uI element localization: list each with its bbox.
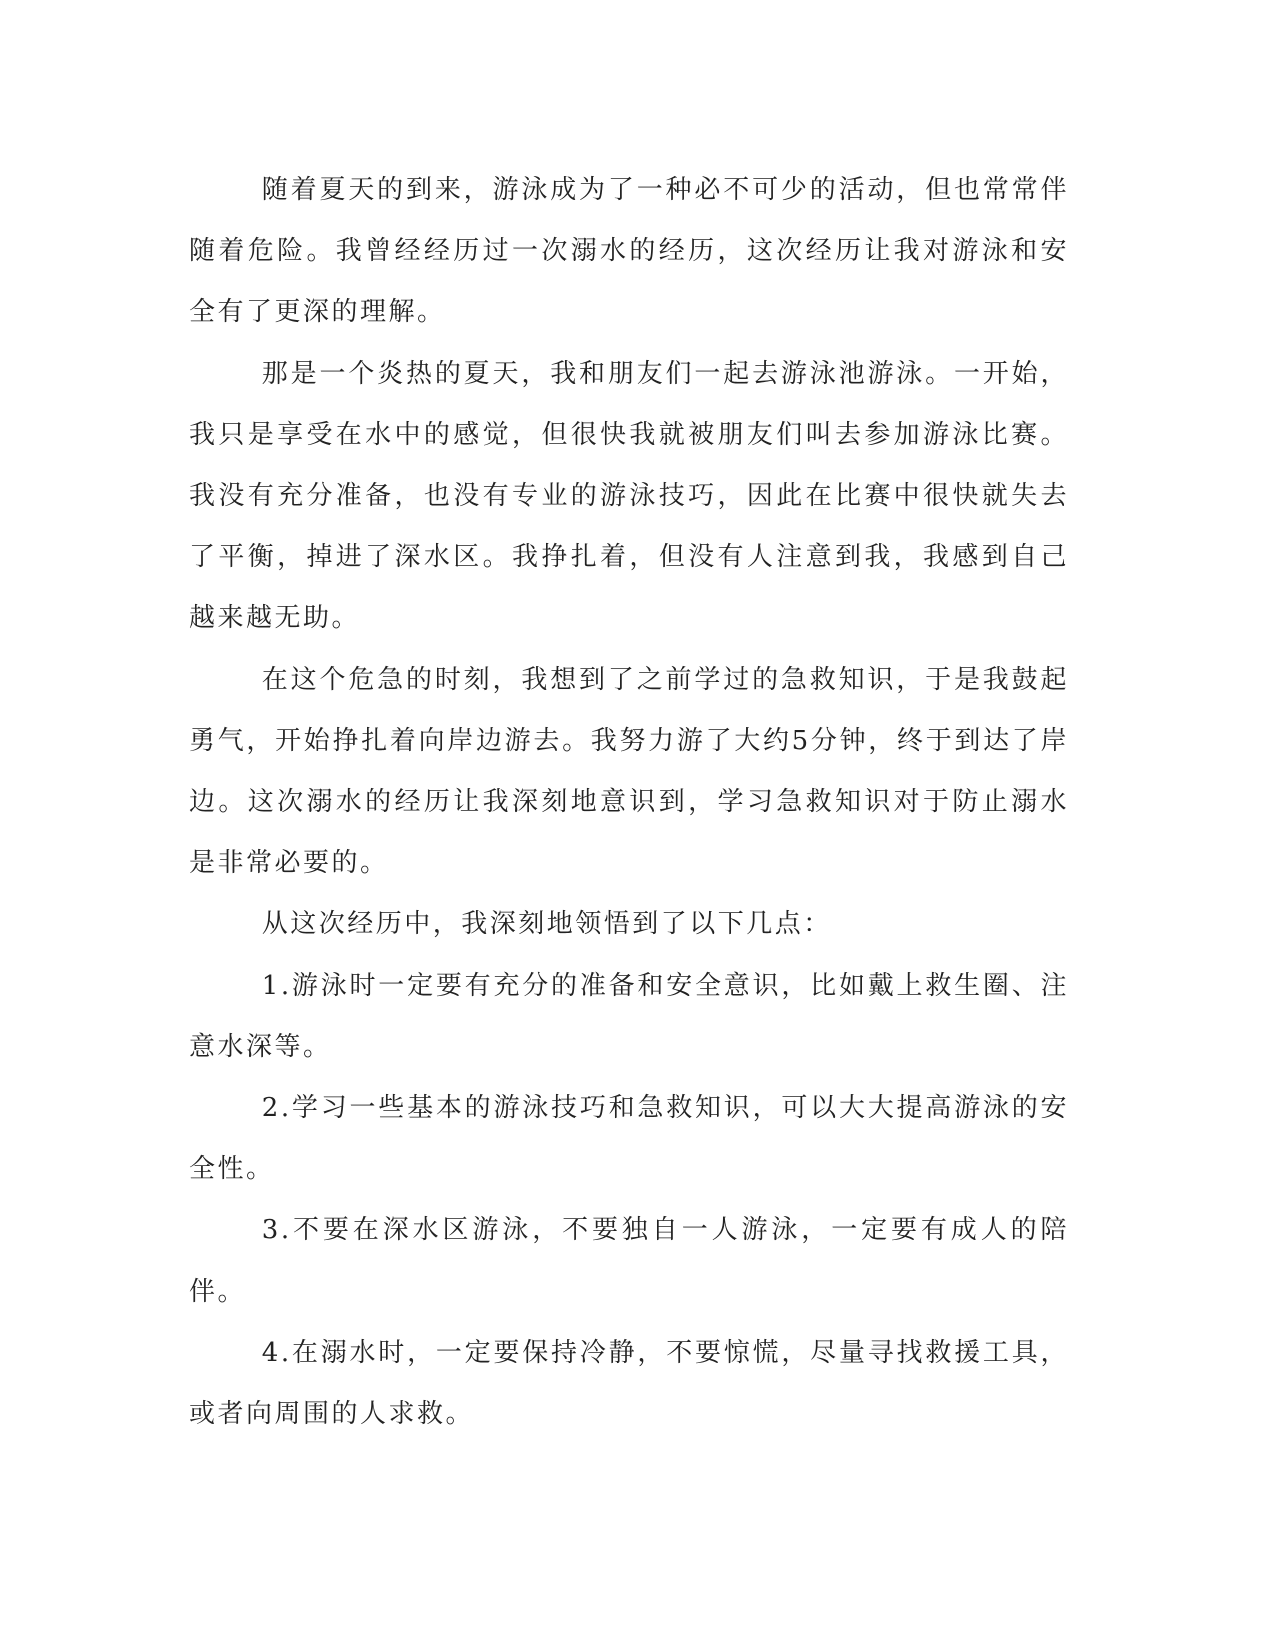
lesson-item-4: 4.在溺水时，一定要保持冷静，不要惊慌，尽量寻找救援工具，或者向周围的人求救。 — [189, 1337, 1069, 1430]
lesson-item-3: 3.不要在深水区游泳，不要独自一人游泳，一定要有成人的陪伴。 — [189, 1215, 1069, 1307]
lesson-item-2: 2.学习一些基本的游泳技巧和急救知识，可以大大提高游泳的安全性。 — [189, 1093, 1069, 1185]
document-body — [189, 160, 1069, 1445]
lesson-item-1: 1.游泳时一定要有充分的准备和安全意识，比如戴上救生圈、注意水深等。 — [189, 970, 1069, 1062]
paragraph-story: 那是一个炎热的夏天，我和朋友们一起去游泳池游泳。一开始，我只是享受在水中的感觉，但很快我就被朋友们叫去参加游泳比赛。我没有充分准备，也没有专业的游泳技巧，因此在比赛中很快就失去了平衡，掉进了深水区。我挣扎着，但没有人注意到我，我感到自己越来越无助。 — [189, 358, 1069, 634]
paragraph-rescue: 在这个危急的时刻，我想到了之前学过的急救知识，于是我鼓起勇气，开始挣扎着向岸边游去。我努力游了大约5分钟，终于到达了岸边。这次溺水的经历让我深刻地意识到，学习急救知识对于防止溺水是非常必要的。 — [189, 664, 1069, 879]
paragraph-intro: 随着夏天的到来，游泳成为了一种必不可少的活动，但也常常伴随着危险。我曾经经历过一次溺水的经历，这次经历让我对游泳和安全有了更深的理解。 — [189, 175, 1069, 328]
paragraph-lessons-intro: 从这次经历中，我深刻地领悟到了以下几点： — [261, 909, 832, 940]
